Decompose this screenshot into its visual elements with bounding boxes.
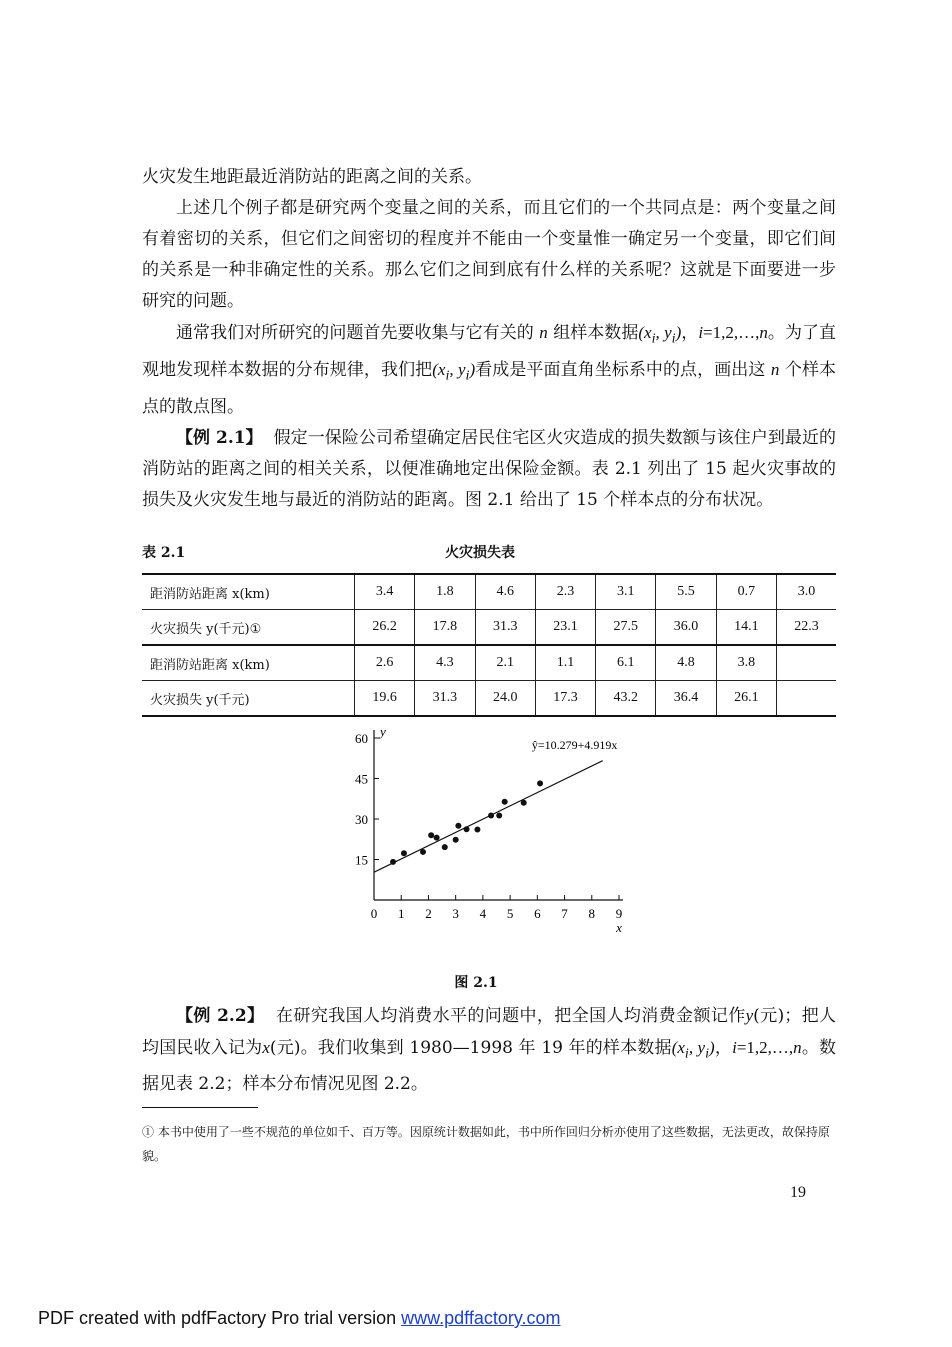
- y-axis-label: y: [380, 728, 386, 739]
- table-cell: 0.7: [716, 574, 776, 610]
- table-cell: 31.3: [415, 681, 475, 717]
- table-cell: 3.8: [716, 645, 776, 681]
- table-cell: 14.1: [716, 610, 776, 646]
- table-cell: 2.6: [355, 645, 415, 681]
- x-tick-label: 6: [534, 906, 541, 921]
- y-tick-label: 30: [355, 812, 368, 827]
- fire-loss-table: [142, 573, 836, 717]
- data-point: [537, 780, 543, 786]
- x-tick-label: 2: [425, 906, 432, 921]
- x-axis-label: x: [616, 920, 622, 935]
- example-2-2: 【例 2.2】 在研究我国人均消费水平的问题中，把全国人均消费金额记作y(元)；把人均国民收入记为x(元)。我们收集到 1980—1998 年 19 年的样本数据($x_i$, $y_i$)，i=1,2,…,n。数据见表 2.2；样本分布情况见图 2.2。: [142, 1006, 837, 1095]
- pdf-footer: [38, 1308, 561, 1329]
- x-tick-label: 5: [506, 906, 514, 921]
- table-cell: 23.1: [535, 610, 595, 646]
- row-distance-2: [142, 645, 836, 681]
- table-number: 表 2.1: [142, 545, 186, 561]
- table-cell: 4.6: [475, 574, 535, 610]
- table-cell: [776, 645, 836, 681]
- x-tick-label: 3: [452, 906, 459, 921]
- footnote-rule: [142, 1107, 258, 1108]
- pdf-footer-text: PDF created with pdfFactory Pro trial version: [38, 1308, 402, 1328]
- table-cell: 1.1: [535, 645, 595, 681]
- y-tick-label: 60: [355, 731, 368, 746]
- table-caption: [142, 542, 836, 566]
- table-cell: 31.3: [475, 610, 535, 646]
- data-point: [442, 844, 448, 850]
- table-cell: 24.0: [475, 681, 535, 717]
- table-cell: 26.1: [716, 681, 776, 717]
- data-point: [420, 849, 426, 855]
- footnote: ① 本书中使用了一些不规范的单位如千、百万等。因原统计数据如此，书中所作回归分析亦使用了这些数据，无法更改，故保持原貌。: [142, 1125, 830, 1163]
- table-cell: 4.3: [415, 645, 475, 681]
- table-cell: 3.0: [776, 574, 836, 610]
- row-loss-2: [142, 681, 836, 717]
- table-cell: 5.5: [656, 574, 716, 610]
- y-tick-label: 45: [355, 771, 368, 787]
- page-number: 19: [790, 1184, 806, 1201]
- row-label: 距消防站距离 x(km): [142, 645, 355, 681]
- data-point: [428, 832, 434, 838]
- data-point: [390, 859, 396, 865]
- data-point: [521, 800, 527, 806]
- table-cell: 3.4: [355, 574, 415, 610]
- main-text-2: [142, 1000, 836, 1100]
- x-tick-label: 8: [588, 906, 596, 921]
- data-point: [488, 812, 494, 818]
- table-cell: 17.3: [535, 681, 595, 717]
- x-tick-label: 9: [615, 906, 623, 921]
- data-point: [496, 812, 502, 818]
- table-cell: 2.3: [535, 574, 595, 610]
- row-loss-1: [142, 610, 836, 646]
- table-cell: 36.4: [656, 681, 716, 717]
- table-cell: 26.2: [355, 610, 415, 646]
- data-point: [453, 837, 459, 843]
- data-point: [434, 835, 440, 841]
- table-cell: 22.3: [776, 610, 836, 646]
- y-tick-label: 15: [355, 852, 368, 868]
- figure-caption: 图 2.1: [454, 975, 498, 991]
- data-point: [455, 823, 461, 829]
- table-cell: 6.1: [596, 645, 656, 681]
- example-2-1: 【例 2.1】 假定一保险公司希望确定居民住宅区火灾造成的损失数额与该住户到最近的消防站的距离之间的相关关系，以便准确地定出保险金额。表 2.1 列出了 15 起火灾事故的损失及火灾发生地与最近的消防站的距离。图 2.1 给出了 15 个样本点的分布状况。: [142, 427, 837, 510]
- row-label: 火灾损失 y(千元): [142, 681, 355, 717]
- x-tick-label: 4: [479, 906, 487, 921]
- x-tick-label: 0: [370, 906, 378, 921]
- row-label: 火灾损失 y(千元)①: [142, 610, 355, 646]
- example-label: 【例 2.1】: [176, 427, 263, 448]
- table-cell: 19.6: [355, 681, 415, 717]
- table-cell: 27.5: [596, 610, 656, 646]
- x-tick-label: 1: [397, 906, 405, 921]
- data-point: [464, 826, 470, 832]
- table-cell: [776, 681, 836, 717]
- table-cell: 43.2: [596, 681, 656, 717]
- x-tick-label: 7: [561, 906, 568, 921]
- example-label: 【例 2.2】: [176, 1006, 265, 1026]
- data-point: [474, 827, 480, 833]
- paragraph-1: 上述几个例子都是研究两个变量之间的关系，而且它们的一个共同点是：两个变量之间有着密切的关系，但它们之间密切的程度并不能由一个变量惟一确定另一个变量，即它们间的关系是一种非确定性的关系。那么它们之间到底有什么样的关系呢？这就是下面要进一步研究的问题。: [142, 198, 836, 311]
- row-label: 距消防站距离 x(km): [142, 574, 355, 610]
- table-title: 火灾损失表: [445, 545, 515, 561]
- data-point: [502, 799, 508, 805]
- scatter-chart: [330, 728, 660, 958]
- table-cell: 3.1: [596, 574, 656, 610]
- table-cell: 36.0: [656, 610, 716, 646]
- main-text: [142, 162, 836, 516]
- pdffactory-link[interactable]: www.pdffactory.com: [401, 1308, 561, 1328]
- table-cell: 4.8: [656, 645, 716, 681]
- table-cell: 17.8: [415, 610, 475, 646]
- data-point: [401, 850, 407, 856]
- table-cell: 2.1: [475, 645, 535, 681]
- table-cell: 1.8: [415, 574, 475, 610]
- paragraph-continuation: 火灾发生地距最近消防站的距离之间的关系。: [142, 167, 482, 187]
- paragraph-2: 通常我们对所研究的问题首先要收集与它有关的 n 组样本数据($x_i$, $y_i$)，i=1,2,…,n。为了直观地发现样本数据的分布规律，我们把($x_i$, $y_i$)看成是平面直角坐标系中的点，画出这 n 个样本点的散点图。: [142, 323, 837, 417]
- row-distance-1: [142, 574, 836, 610]
- regression-equation: ŷ=10.279+4.919x: [531, 737, 618, 752]
